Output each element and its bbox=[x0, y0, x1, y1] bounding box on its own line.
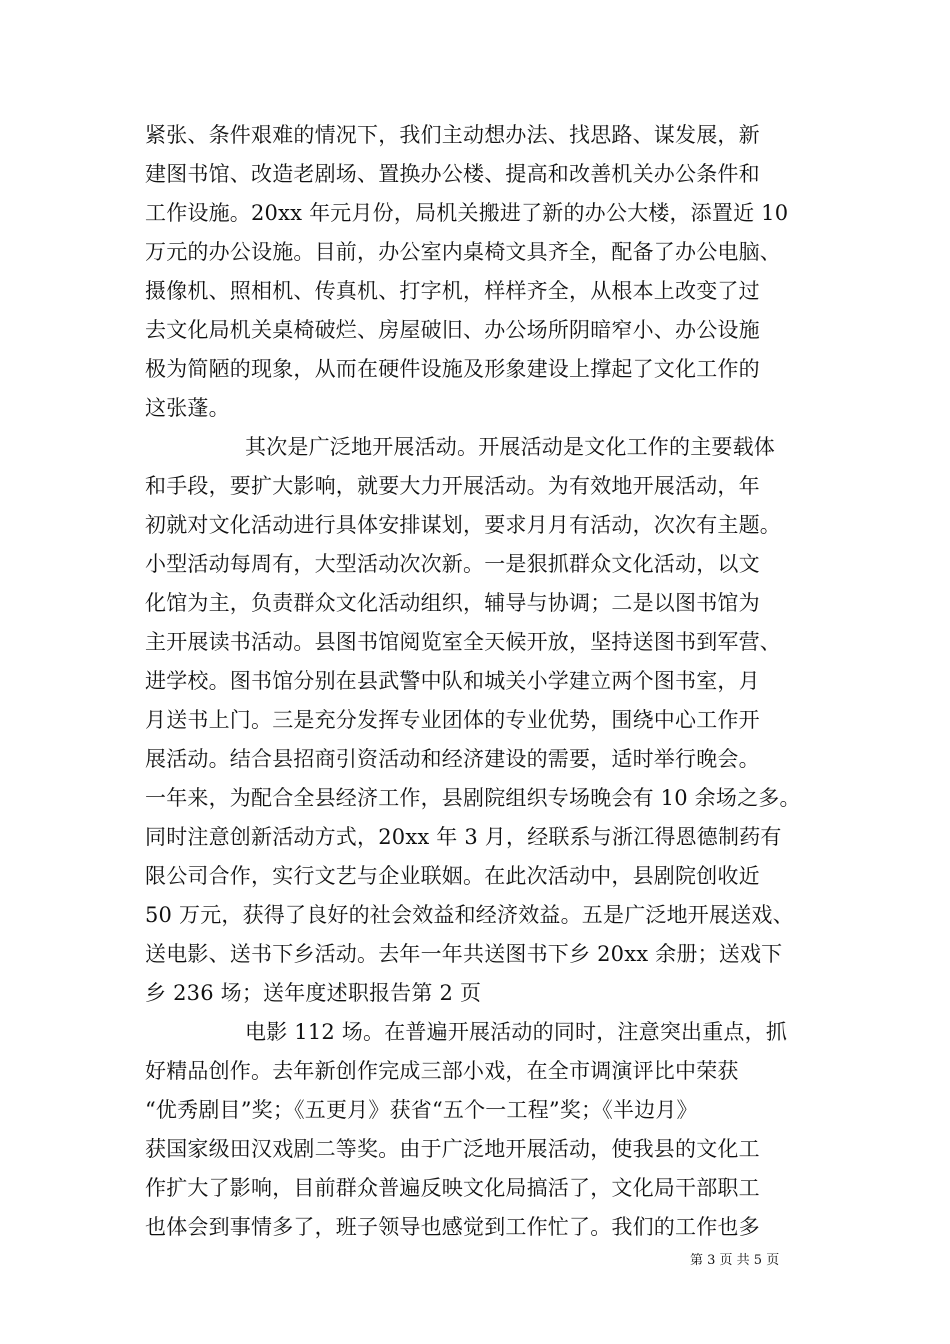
text-line: 限公司合作，实行文艺与企业联姻。在此次活动中，县剧院创收近 bbox=[145, 864, 760, 888]
text-line: 和手段，要扩大影响，就要大力开展活动。为有效地开展活动，年 bbox=[145, 474, 760, 498]
text-line: 作扩大了影响，目前群众普遍反映文化局搞活了，文化局干部职工 bbox=[145, 1176, 760, 1200]
text-line: 化馆为主，负责群众文化活动组织，辅导与协调；二是以图书馆为 bbox=[145, 591, 760, 615]
text-line: 乡 236 场；送年度述职报告第 2 页 bbox=[145, 981, 482, 1005]
text-line: “优秀剧目”奖；《五更月》获省“五个一工程”奖；《半边月》 bbox=[145, 1098, 698, 1122]
text-line: 主开展读书活动。县图书馆阅览室全天候开放，坚持送图书到军营、 bbox=[145, 630, 781, 654]
text-line: 也体会到事情多了，班子领导也感觉到工作忙了。我们的工作也多 bbox=[145, 1215, 760, 1239]
text-line: 一年来，为配合全县经济工作，县剧院组织专场晚会有 10 余场之多。 bbox=[145, 786, 801, 810]
text-line: 50 万元，获得了良好的社会效益和经济效益。五是广泛地开展送戏、 bbox=[145, 903, 794, 927]
text-line: 建图书馆、改造老剧场、置换办公楼、提高和改善机关办公条件和 bbox=[145, 162, 760, 186]
text-line: 好精品创作。去年新创作完成三部小戏，在全市调演评比中荣获 bbox=[145, 1059, 739, 1083]
paragraph-first-line: 电影 112 场。在普遍开展活动的同时，注意突出重点，抓 bbox=[245, 1020, 788, 1044]
text-line: 万元的办公设施。目前，办公室内桌椅文具齐全，配备了办公电脑、 bbox=[145, 240, 781, 264]
text-line: 小型活动每周有，大型活动次次新。一是狠抓群众文化活动，以文 bbox=[145, 552, 760, 576]
text-line: 摄像机、照相机、传真机、打字机，样样齐全，从根本上改变了过 bbox=[145, 279, 760, 303]
text-line: 这张蓬。 bbox=[145, 396, 230, 420]
text-line: 进学校。图书馆分别在县武警中队和城关小学建立两个图书室，月 bbox=[145, 669, 760, 693]
text-line: 获国家级田汉戏剧二等奖。由于广泛地开展活动，使我县的文化工 bbox=[145, 1137, 760, 1161]
text-line: 极为简陋的现象，从而在硬件设施及形象建设上撑起了文化工作的 bbox=[145, 357, 760, 381]
text-line: 月送书上门。三是充分发挥专业团体的专业优势，围绕中心工作开 bbox=[145, 708, 760, 732]
text-line: 去文化局机关桌椅破烂、房屋破旧、办公场所阴暗窄小、办公设施 bbox=[145, 318, 760, 342]
paragraph-first-line: 其次是广泛地开展活动。开展活动是文化工作的主要载体 bbox=[245, 435, 775, 459]
text-line: 紧张、条件艰难的情况下，我们主动想办法、找思路、谋发展，新 bbox=[145, 123, 760, 147]
text-line: 同时注意创新活动方式，20xx 年 3 月，经联系与浙江得恩德制药有 bbox=[145, 825, 782, 849]
text-line: 工作设施。20xx 年元月份，局机关搬进了新的办公大楼，添置近 10 bbox=[145, 201, 789, 225]
text-line: 初就对文化活动进行具体安排谋划，要求月月有活动，次次有主题。 bbox=[145, 513, 781, 537]
text-line: 送电影、送书下乡活动。去年一年共送图书下乡 20xx 余册；送戏下 bbox=[145, 942, 783, 966]
text-line: 展活动。结合县招商引资活动和经济建设的需要，适时举行晚会。 bbox=[145, 747, 760, 771]
page-number-footer: 第 3 页 共 5 页 bbox=[690, 1253, 780, 1268]
